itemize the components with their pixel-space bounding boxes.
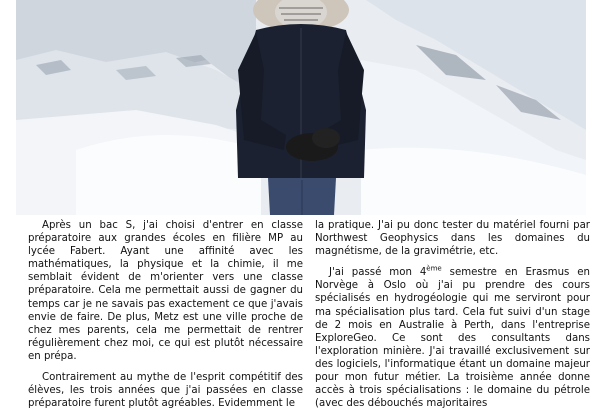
paragraph bbox=[315, 266, 590, 410]
snow-mountain-photo bbox=[16, 0, 586, 215]
text-segment: semestre en Erasmus en Norvège à Oslo où j'ai pu prendre des cours spécialisés en hydrogéologie qui me serviront pour ma spécialisation plus tard. Cela fut suivi d'un stage de 2 mois en Australie à Perth, dans l'entreprise ExploreGeo. Ce sont des consultants dans l'exploration minière. J'ai travaillé exclusivement sur des logiciels, l'informatique étant un domaine majeur pour mon futur métier. La troisième année donne accès à trois spécialisations : le domaine du pétrole (avec des débouchés majoritaires bbox=[315, 267, 590, 410]
paragraph: Après un bac S, j'ai choisi d'entrer en classe préparatoire aux grandes écoles en filière MP au lycée Fabert. Ayant une affinité avec les mathématiques, la physique et la chimie, il me semblait évident de m'orienter vers une classe préparatoire. Cela me permettait aussi de gagner du temps car je ne savais pas exactement ce que j'avais envie de faire. De plus, Metz est une ville proche de chez mes parents, cela me permettait de rentrer régulièrement chez moi, ce qui est plutôt nécessaire en prépa. bbox=[28, 220, 303, 362]
paragraph: la pratique. J'ai pu donc tester du matériel fourni par Northwest Geophysics dans les domaines du magnétisme, de la gravimétrie, etc. bbox=[315, 220, 590, 258]
right-column bbox=[315, 219, 590, 410]
left-column bbox=[28, 219, 303, 410]
paragraph: Contrairement au mythe de l'esprit compétitif des élèves, les trois années que j'ai passées en classe préparatoire furent plutôt agréables. Evidemment le bbox=[28, 372, 303, 410]
text-segment: J'ai passé mon 4 bbox=[329, 267, 427, 279]
article-photo bbox=[16, 0, 586, 215]
article-body bbox=[28, 219, 590, 410]
superscript: ème bbox=[426, 264, 442, 273]
